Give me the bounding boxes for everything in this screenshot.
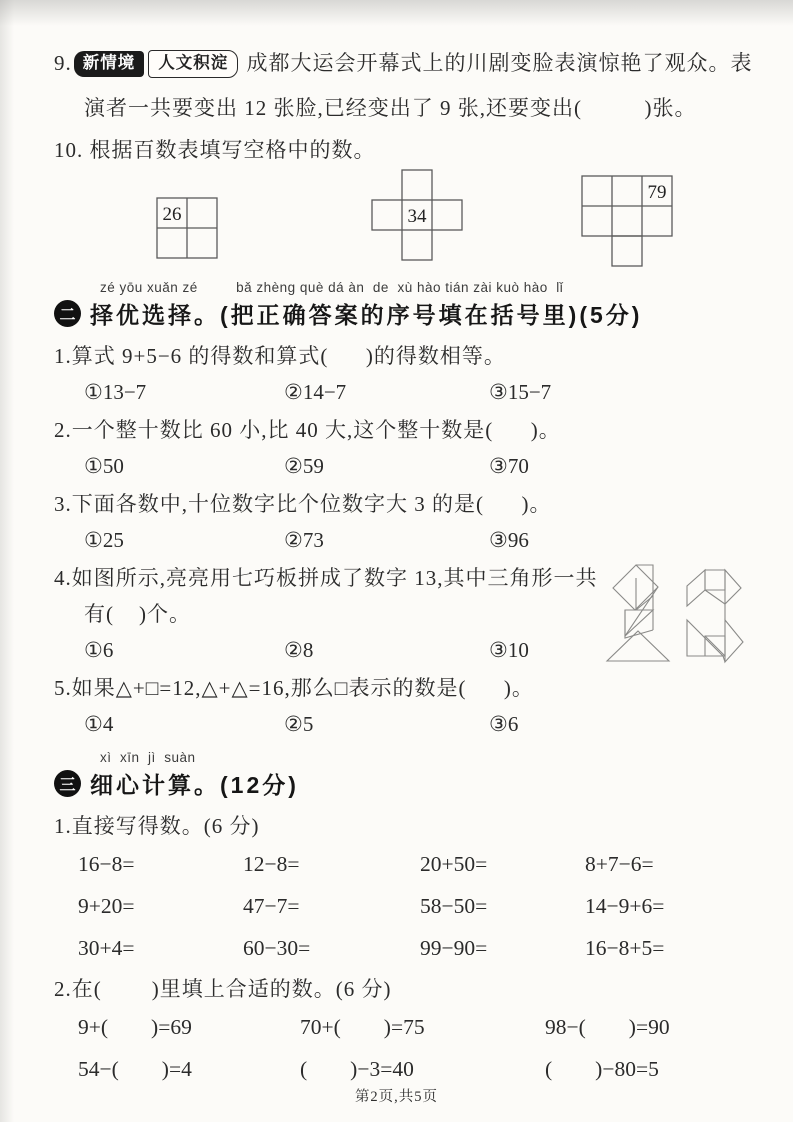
- s3-calc-1-problems: [54, 852, 755, 961]
- hundred-chart-grid-1: [157, 198, 217, 258]
- math-problem: 20+50=: [420, 851, 488, 876]
- section-3-header: [54, 767, 755, 800]
- choice: ②8: [284, 637, 314, 662]
- s3-calc-2-problems: [54, 1015, 755, 1082]
- s2-question-3: 3.下面各数中,十位数字比个位数字大 3 的是( )。: [54, 491, 552, 516]
- grid-1-value: 26: [162, 203, 182, 225]
- question-9-line-1: [54, 50, 755, 78]
- s2-question-4-block: [54, 566, 755, 662]
- choice: ③70: [489, 453, 529, 478]
- hundred-chart-grid-3: [582, 176, 672, 266]
- section-2-header: [54, 297, 755, 330]
- s2-question-5: 5.如果△+□=12,△+△=16,那么□表示的数是( )。: [54, 675, 534, 700]
- choice: ②73: [284, 527, 324, 552]
- page-number-footer: 第2页,共5页: [354, 1089, 439, 1105]
- s2-question-4-line-1: 4.如图所示,亮亮用七巧板拼成了数字 13,其中三角形一共: [54, 565, 598, 590]
- s2-question-2-choices: [54, 454, 755, 478]
- grid-3-value: 79: [647, 181, 667, 203]
- tangram-13-svg: [601, 558, 747, 674]
- fill-blank-problem: ( )−80=5: [545, 1056, 659, 1081]
- tangram-digit-3: [687, 570, 743, 662]
- s2-question-5-choices: [54, 712, 755, 736]
- math-problem: 58−50=: [420, 893, 488, 918]
- tangram-digit-1: [607, 565, 669, 661]
- hundred-chart-svg: [102, 168, 762, 272]
- math-problem: 16−8=: [78, 851, 135, 876]
- math-problem: 99−90=: [420, 935, 488, 960]
- s2-question-1-choices: [54, 380, 755, 404]
- choice: ②14−7: [284, 379, 347, 404]
- s3-calc-2-label: 2.在( )里填上合适的数。(6 分): [54, 976, 392, 1001]
- fill-blank-problem: 98−( )=90: [545, 1014, 670, 1039]
- choice: ①6: [84, 637, 114, 662]
- math-problem: 30+4=: [78, 935, 135, 960]
- choice: ③15−7: [489, 379, 552, 404]
- math-problem: 47−7=: [243, 893, 300, 918]
- question-9-line-2: 演者一共要变出 12 张脸,已经变出了 9 张,还要变出( )张。: [84, 95, 697, 120]
- section-2-icon: 二: [54, 300, 81, 327]
- s2-question-3-choices: [54, 528, 755, 552]
- fill-blank-problem: ( )−3=40: [300, 1056, 414, 1081]
- question-9-number: 9.: [54, 51, 72, 75]
- humanities-badge: 人文积淀: [148, 50, 238, 78]
- hundred-chart-grid-2: [372, 170, 462, 260]
- section-3-icon: 三: [54, 770, 81, 797]
- math-problem: 12−8=: [243, 851, 300, 876]
- hundred-chart-diagrams: [102, 168, 755, 272]
- question-9-text: 成都大运会开幕式上的川剧变脸表演惊艳了观众。表: [240, 51, 753, 75]
- section-2-pinyin: zé yōu xuǎn zé bǎ zhèng què dá àn de xù hào tián zài kuò hào lǐ: [100, 279, 564, 295]
- question-10-text: 10. 根据百数表填写空格中的数。: [54, 137, 376, 162]
- choice: ①25: [84, 527, 124, 552]
- fill-blank-problem: 9+( )=69: [78, 1014, 192, 1039]
- section-3-title: 细心计算。(12分): [90, 771, 299, 798]
- fill-blank-problem: 70+( )=75: [300, 1014, 425, 1039]
- math-problem: 14−9+6=: [585, 893, 665, 918]
- s2-question-2: 2.一个整十数比 60 小,比 40 大,这个整十数是( )。: [54, 417, 561, 442]
- choice: ②5: [284, 711, 314, 736]
- choice: ①13−7: [84, 379, 147, 404]
- section-2-title: 择优选择。(把正确答案的序号填在括号里)(5分): [90, 301, 643, 328]
- tangram-figure-13: [601, 558, 747, 674]
- math-problem: 8+7−6=: [585, 851, 654, 876]
- section-3-pinyin: xì xīn jì suàn: [100, 749, 196, 765]
- new-context-badge: 新情境: [74, 51, 145, 77]
- s2-question-1: 1.算式 9+5−6 的得数和算式( )的得数相等。: [54, 343, 506, 368]
- choice: ③10: [489, 637, 529, 662]
- math-problem: 16−8+5=: [585, 935, 665, 960]
- choice: ③96: [489, 527, 529, 552]
- choice: ①4: [84, 711, 114, 736]
- s2-question-4-line-2: 有( )个。: [84, 601, 191, 626]
- choice: ①50: [84, 453, 124, 478]
- math-problem: 60−30=: [243, 935, 311, 960]
- choice: ③6: [489, 711, 519, 736]
- grid-2-value: 34: [407, 205, 427, 227]
- fill-blank-problem: 54−( )=4: [78, 1056, 192, 1081]
- s3-calc-1-label: 1.直接写得数。(6 分): [54, 813, 260, 838]
- choice: ②59: [284, 453, 324, 478]
- math-problem: 9+20=: [78, 893, 135, 918]
